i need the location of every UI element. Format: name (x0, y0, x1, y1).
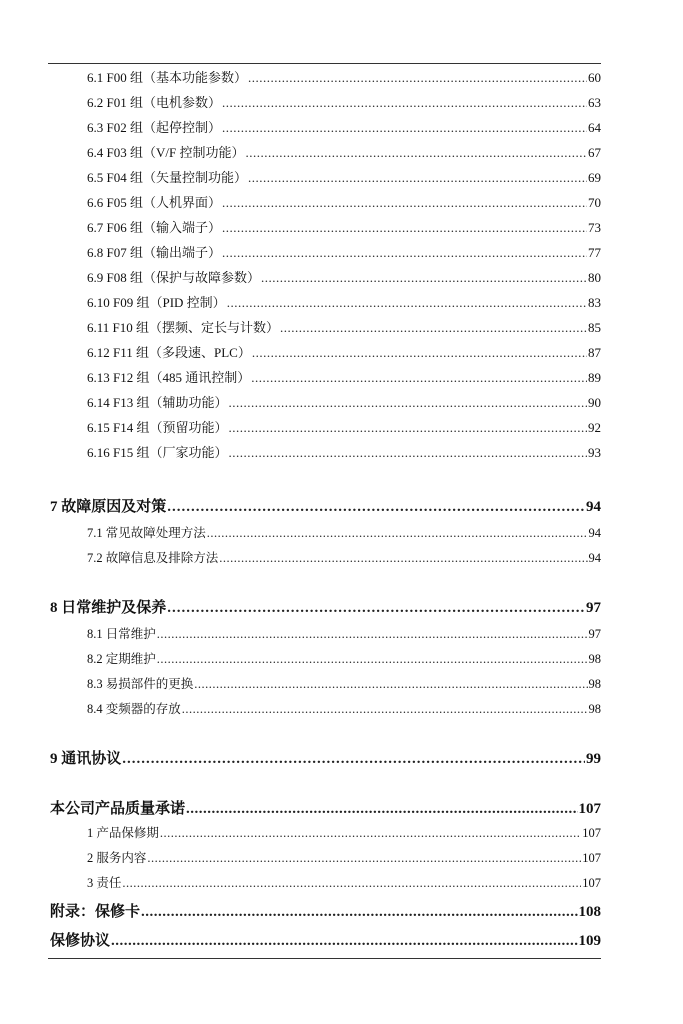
toc-entry-6-5[interactable] (87, 167, 601, 186)
toc-entry-6-15[interactable] (87, 417, 601, 436)
toc-entry-page: 97 (588, 627, 601, 641)
toc-leader-dots (167, 499, 585, 516)
toc-entry-label: 6.4 F03 组（V/F 控制功能） (87, 145, 245, 160)
toc-leader-dots (252, 345, 587, 361)
toc-entry-page: 93 (588, 445, 601, 460)
toc-entry-6-16[interactable] (87, 442, 601, 461)
toc-entry-quality-1[interactable] (87, 823, 601, 841)
toc-leader-dots (222, 220, 587, 236)
toc-chapter-label: 本公司产品质量承诺 (50, 801, 186, 817)
toc-chapter-page: 94 (586, 499, 601, 515)
toc-leader-dots (245, 145, 587, 161)
toc-entry-label: 8.3 易损部件的更换 (87, 677, 194, 691)
toc-leader-dots (228, 420, 587, 436)
toc-chapter-label: 9 通讯协议 (50, 751, 122, 767)
toc-entry-page: 98 (588, 677, 601, 691)
toc-entry-6-14[interactable] (87, 392, 601, 411)
toc-leader-dots (157, 652, 588, 667)
toc-chapter-8[interactable] (50, 596, 601, 617)
toc-leader-dots (141, 904, 577, 921)
toc-entry-page: 98 (588, 702, 601, 716)
toc-leader-dots (251, 370, 587, 386)
toc-entry-label: 6.8 F07 组（输出端子） (87, 245, 221, 260)
toc-entry-7-1[interactable] (87, 523, 601, 541)
toc-entry-page: 73 (588, 220, 601, 235)
toc-appendix-warranty-card[interactable] (50, 900, 601, 921)
toc-entry-page: 94 (588, 526, 601, 540)
toc-chapter-page: 97 (586, 600, 601, 616)
toc-leader-dots (261, 270, 587, 286)
toc-chapter-page: 109 (578, 933, 601, 949)
toc-leader-dots (228, 445, 587, 461)
toc-entry-label: 6.3 F02 组（起停控制） (87, 120, 221, 135)
toc-entry-page: 107 (582, 876, 601, 890)
toc-warranty-agreement[interactable] (50, 929, 601, 950)
toc-leader-dots (248, 170, 587, 186)
toc-leader-dots (207, 526, 588, 541)
toc-entry-6-9[interactable] (87, 267, 601, 286)
toc-entry-page: 107 (582, 826, 601, 840)
toc-entry-6-2[interactable] (87, 92, 601, 111)
toc-chapter-9[interactable] (50, 747, 601, 768)
toc-entry-label: 6.11 F10 组（摆频、定长与计数） (87, 320, 279, 335)
toc-leader-dots (147, 851, 581, 866)
toc-entry-label: 2 服务内容 (87, 851, 147, 865)
toc-entry-label: 6.15 F14 组（预留功能） (87, 420, 228, 435)
toc-entry-page: 60 (588, 70, 601, 85)
toc-entry-label: 8.1 日常维护 (87, 627, 156, 641)
toc-entry-page: 107 (582, 851, 601, 865)
toc-entry-8-4[interactable] (87, 699, 601, 717)
toc-entry-label: 6.16 F15 组（厂家功能） (87, 445, 228, 460)
toc-entry-label: 6.1 F00 组（基本功能参数） (87, 70, 247, 85)
toc-entry-label: 6.9 F08 组（保护与故障参数） (87, 270, 260, 285)
toc-entry-page: 67 (588, 145, 601, 160)
toc-leader-dots (222, 245, 587, 261)
toc-leader-dots (111, 933, 577, 950)
toc-leader-dots (248, 70, 587, 86)
toc-entry-label: 3 责任 (87, 876, 122, 890)
toc-entry-6-12[interactable] (87, 342, 601, 361)
toc-entry-label: 6.10 F09 组（PID 控制） (87, 295, 226, 310)
toc-leader-dots (122, 876, 581, 891)
toc-entry-page: 80 (588, 270, 601, 285)
toc-entry-6-8[interactable] (87, 242, 601, 261)
toc-entry-page: 83 (588, 295, 601, 310)
toc-entry-label: 6.6 F05 组（人机界面） (87, 195, 221, 210)
toc-leader-dots (160, 826, 581, 841)
toc-leader-dots (222, 120, 587, 136)
toc-entry-label: 6.7 F06 组（输入端子） (87, 220, 221, 235)
toc-entry-7-2[interactable] (87, 548, 601, 566)
toc-entry-page: 89 (588, 370, 601, 385)
toc-entry-6-4[interactable] (87, 142, 601, 161)
toc-entry-6-3[interactable] (87, 117, 601, 136)
toc-leader-dots (228, 395, 587, 411)
toc-leader-dots (186, 801, 577, 818)
toc-leader-dots (222, 95, 587, 111)
toc-entry-page: 85 (588, 320, 601, 335)
toc-entry-label: 6.12 F11 组（多段速、PLC） (87, 345, 251, 360)
toc-chapter-label: 附录：保修卡 (50, 904, 141, 920)
toc-entry-label: 8.4 变频器的存放 (87, 702, 181, 716)
toc-entry-8-3[interactable] (87, 674, 601, 692)
toc-leader-dots (280, 320, 587, 336)
toc-chapter-page: 99 (586, 751, 601, 767)
toc-chapter-page: 108 (578, 904, 601, 920)
toc-entry-6-10[interactable] (87, 292, 601, 311)
toc-entry-page: 77 (588, 245, 601, 260)
toc-entry-page: 98 (588, 652, 601, 666)
toc-chapter-page: 107 (578, 801, 601, 817)
toc-entry-page: 90 (588, 395, 601, 410)
toc-entry-6-11[interactable] (87, 317, 601, 336)
toc-entry-6-7[interactable] (87, 217, 601, 236)
toc-entry-6-6[interactable] (87, 192, 601, 211)
toc-leader-dots (182, 702, 588, 717)
toc-entry-label: 7.2 故障信息及排除方法 (87, 551, 219, 565)
toc-leader-dots (167, 600, 585, 617)
toc-entry-page: 70 (588, 195, 601, 210)
toc-entry-page: 69 (588, 170, 601, 185)
toc-entry-page: 92 (588, 420, 601, 435)
toc-leader-dots (157, 627, 588, 642)
toc-entry-quality-2[interactable] (87, 848, 601, 866)
toc-entry-label: 6.13 F12 组（485 通讯控制） (87, 370, 251, 385)
toc-chapter-label: 8 日常维护及保养 (50, 600, 167, 616)
toc-entry-label: 6.2 F01 组（电机参数） (87, 95, 221, 110)
toc-entry-page: 94 (588, 551, 601, 565)
toc-leader-dots (122, 751, 585, 768)
toc-chapter-label: 保修协议 (50, 933, 111, 949)
toc-entry-label: 1 产品保修期 (87, 826, 159, 840)
toc-chapter-7[interactable] (50, 495, 601, 516)
toc-quality-commitment[interactable] (50, 797, 601, 818)
toc-entry-label: 8.2 定期维护 (87, 652, 156, 666)
toc-leader-dots (227, 295, 587, 311)
toc-entry-page: 87 (588, 345, 601, 360)
toc-entry-8-2[interactable] (87, 649, 601, 667)
toc-entry-label: 7.1 常见故障处理方法 (87, 526, 206, 540)
toc-entry-label: 6.14 F13 组（辅助功能） (87, 395, 228, 410)
toc-entry-6-13[interactable] (87, 367, 601, 386)
toc-entry-page: 63 (588, 95, 601, 110)
toc-leader-dots (194, 677, 587, 692)
top-rule (48, 63, 601, 64)
toc-leader-dots (219, 551, 587, 566)
toc-entry-6-1[interactable] (87, 67, 601, 86)
bottom-rule (48, 958, 601, 959)
toc-entry-label: 6.5 F04 组（矢量控制功能） (87, 170, 247, 185)
toc-leader-dots (222, 195, 587, 211)
toc-entry-page: 64 (588, 120, 601, 135)
toc-entry-8-1[interactable] (87, 624, 601, 642)
toc-entry-quality-3[interactable] (87, 873, 601, 891)
toc-chapter-label: 7 故障原因及对策 (50, 499, 167, 515)
